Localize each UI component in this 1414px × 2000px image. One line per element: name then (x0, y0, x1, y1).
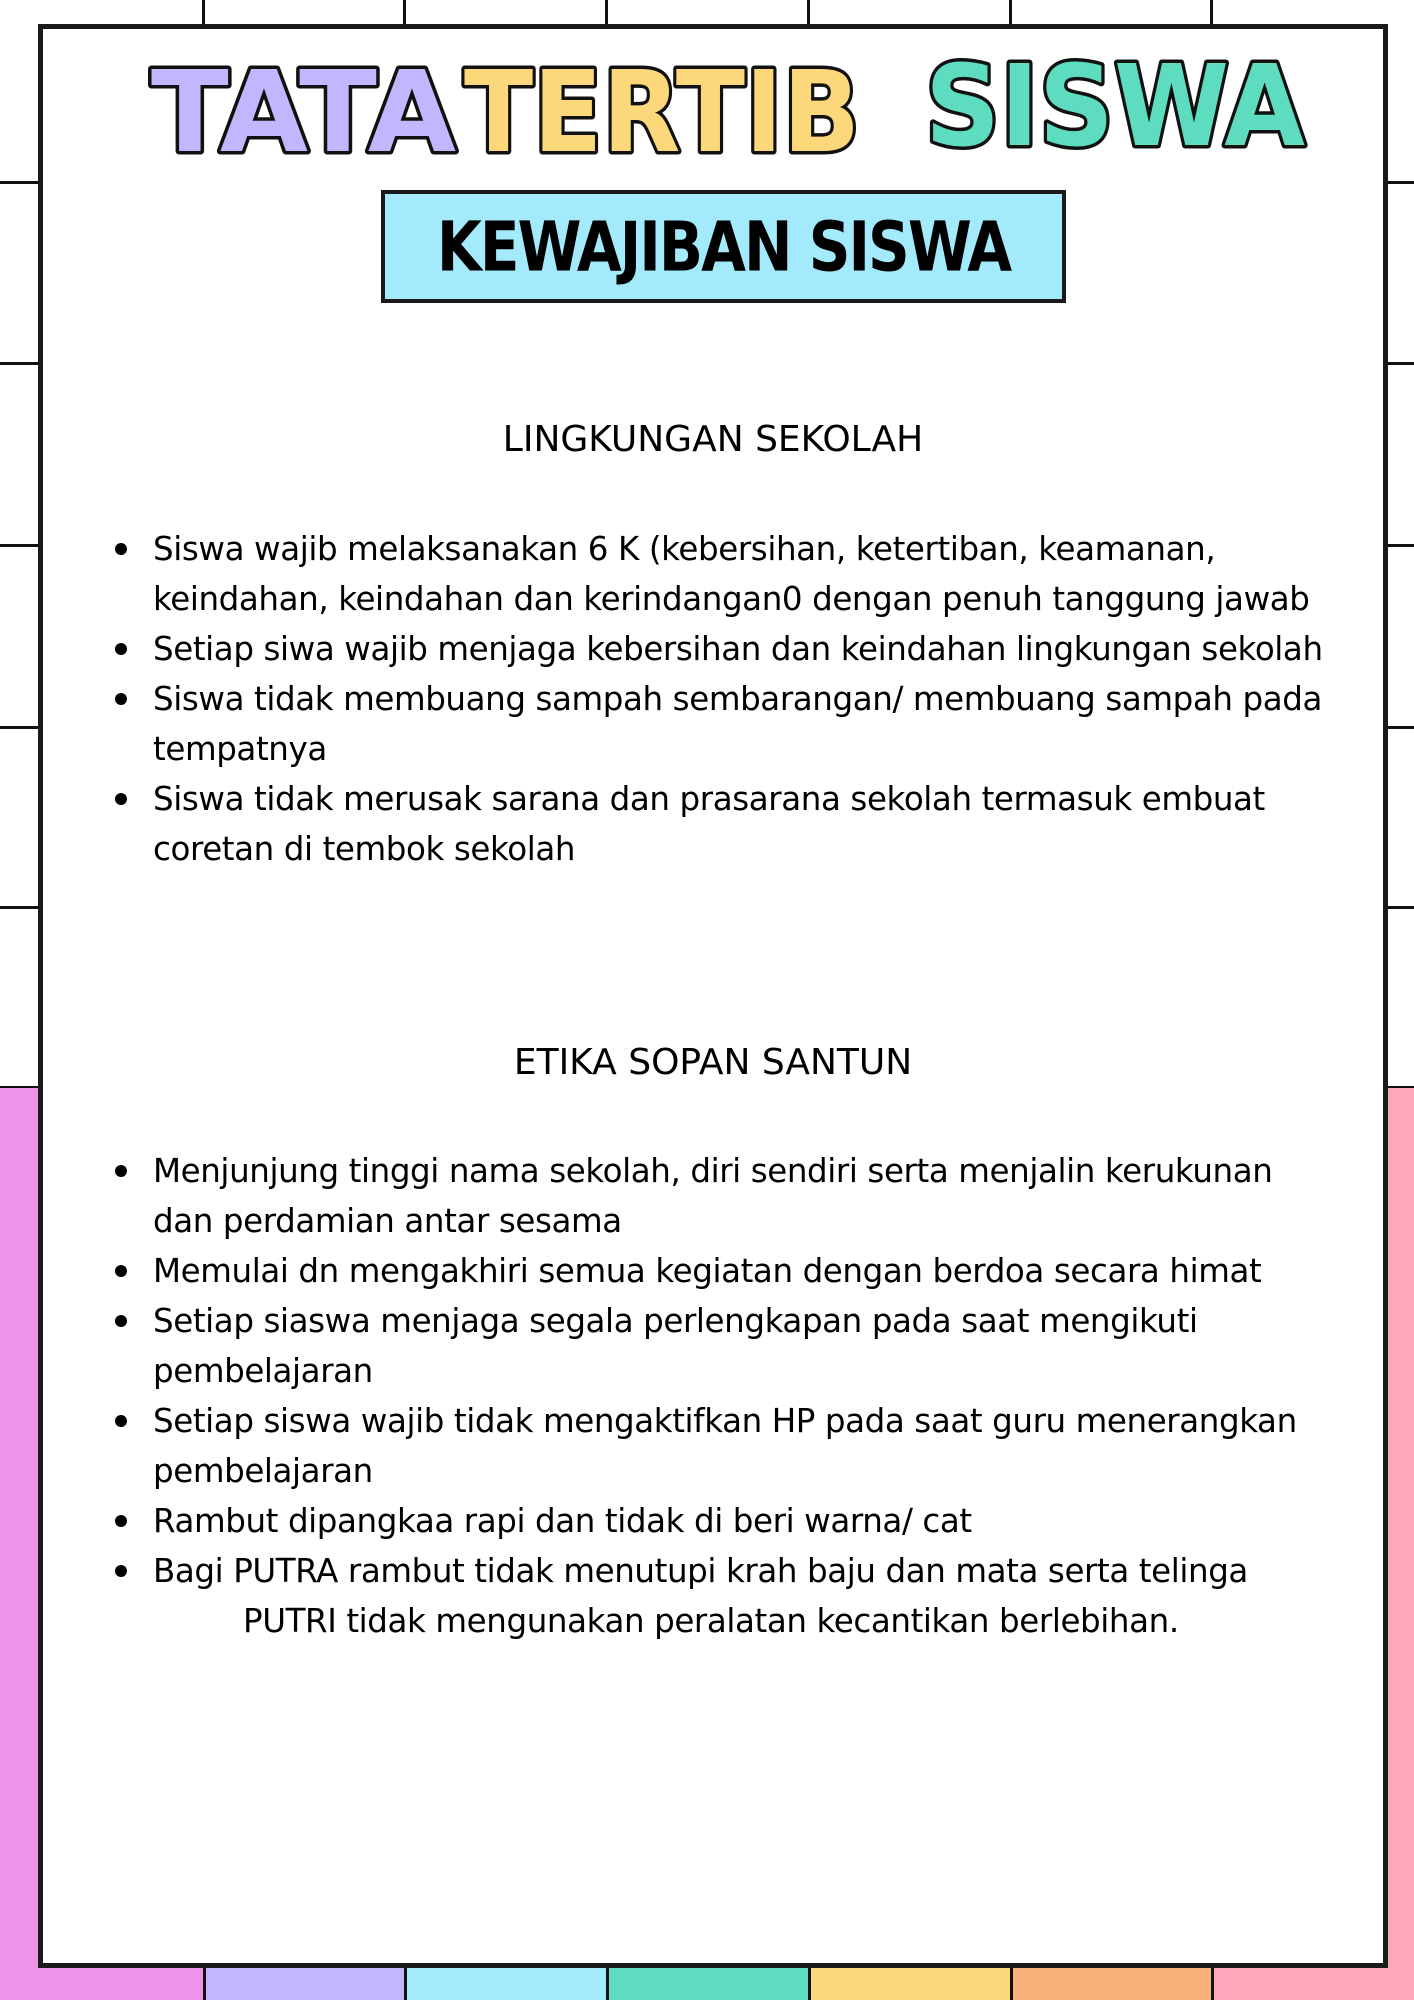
list-item (113, 1146, 1413, 1246)
list-item-text: Siswa wajib melaksanakan 6 K (kebersihan, ketertiban, keamanan, (153, 530, 1216, 568)
list-item-text: Siswa tidak membuang sampah sembarangan/ membuang sampah pada (153, 680, 1323, 718)
bullet-icon (115, 1565, 127, 1577)
list-item (113, 774, 1413, 874)
bottom-color-strip (0, 1968, 1414, 2000)
list-item-text: pembelajaran (153, 1352, 373, 1390)
page-title (43, 47, 1383, 167)
bullet-icon (115, 643, 127, 655)
list-item-text: tempatnya (153, 730, 327, 768)
grid-line (0, 362, 40, 365)
list-item-text: Setiap siswa wajib tidak mengaktifkan HP pada saat guru menerangkan (153, 1402, 1297, 1440)
list-item-text: Memulai dn mengakhiri semua kegiatan dengan berdoa secara himat (153, 1252, 1262, 1290)
list-item-text: coretan di tembok sekolah (153, 830, 576, 868)
list-item-text: Bagi PUTRA rambut tidak menutupi krah baju dan mata serta telinga (153, 1552, 1248, 1590)
color-segment (0, 1968, 203, 2000)
document-card (38, 24, 1388, 1968)
grid-line (1386, 906, 1414, 909)
section-heading: ETIKA SOPAN SANTUN (513, 1042, 913, 1083)
color-segment (404, 1968, 606, 2000)
list-item-text: Rambut dipangkaa rapi dan tidak di beri warna/ cat (153, 1502, 972, 1540)
list-item (113, 1546, 1413, 1646)
section-heading: LINGKUNGAN SEKOLAH (502, 419, 924, 460)
list-item-text: Setiap siaswa menjaga segala perlengkapan pada saat mengikuti (153, 1302, 1198, 1340)
list-item (113, 524, 1413, 624)
color-segment (808, 1968, 1010, 2000)
title-part-tata: TATA (151, 48, 457, 167)
color-segment (203, 1968, 404, 2000)
list-item (113, 1496, 1413, 1546)
list-item-text: pembelajaran (153, 1452, 373, 1490)
bullet-icon (115, 1165, 127, 1177)
bullet-icon (115, 693, 127, 705)
title-part-siswa: SISWA (925, 47, 1306, 167)
bullet-icon (115, 793, 127, 805)
list-item-text: keindahan, keindahan dan kerindangan0 dengan penuh tanggung jawab (153, 580, 1310, 618)
subtitle-banner (381, 190, 1066, 303)
color-segment (1010, 1968, 1211, 2000)
list-item (113, 1296, 1413, 1396)
list-item (113, 1396, 1413, 1496)
list-item (113, 624, 1413, 674)
bullet-icon (115, 1315, 127, 1327)
grid-line (0, 544, 40, 547)
bullet-icon (115, 543, 127, 555)
list-item-text: Setiap siwa wajib menjaga kebersihan dan keindahan lingkungan sekolah (153, 630, 1323, 668)
grid-line (1386, 362, 1414, 365)
list-item-text: PUTRI tidak mengunakan peralatan kecantikan berlebihan. (243, 1602, 1179, 1640)
bullet-list-etika (113, 1146, 1413, 1646)
list-item (113, 1246, 1413, 1296)
color-segment (606, 1968, 808, 2000)
bullet-list-lingkungan (113, 524, 1413, 874)
list-item-text: dan perdamian antar sesama (153, 1202, 622, 1240)
grid-line (1386, 181, 1414, 184)
list-item (113, 674, 1413, 774)
bullet-icon (115, 1515, 127, 1527)
grid-line (0, 906, 40, 909)
title-part-tertib: TERTIB (464, 48, 860, 167)
bullet-icon (115, 1415, 127, 1427)
list-item-text: Menjunjung tinggi nama sekolah, diri sendiri serta menjalin kerukunan (153, 1152, 1273, 1190)
list-item-text: Siswa tidak merusak sarana dan prasarana sekolah termasuk embuat (153, 780, 1265, 818)
left-color-strip (0, 1088, 42, 2000)
subtitle: KEWAJIBAN SISWA (436, 206, 1011, 287)
grid-line (0, 726, 40, 729)
title-graphic (43, 47, 1383, 167)
grid-line (0, 181, 40, 184)
bullet-icon (115, 1265, 127, 1277)
color-segment (1211, 1968, 1414, 2000)
